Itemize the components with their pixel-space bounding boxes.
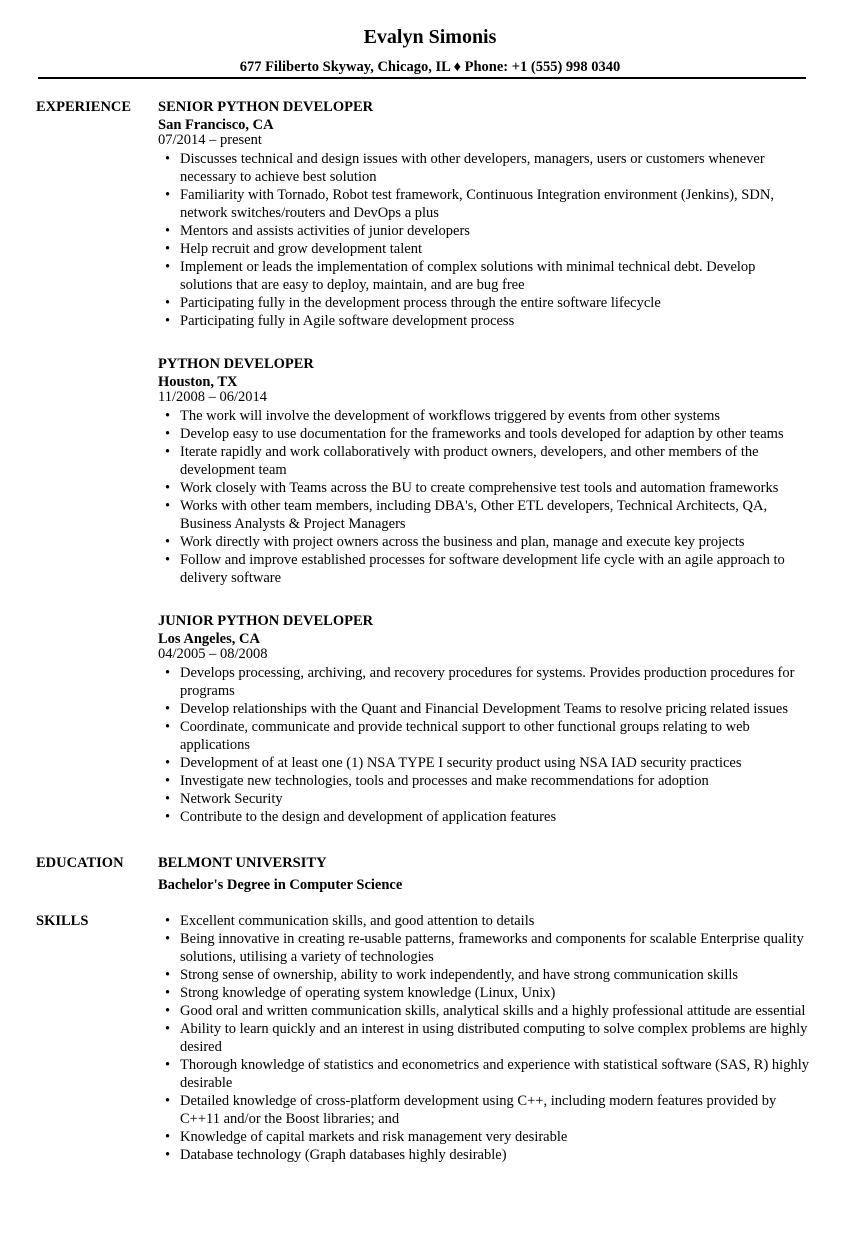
section-label: EDUCATION	[36, 855, 124, 871]
job-bullets	[158, 150, 810, 330]
bullet-item: • Network Security	[180, 790, 810, 808]
skill-item: • Knowledge of capital markets and risk management very desirable	[180, 1128, 810, 1146]
bullet-item: • Develop relationships with the Quant and Financial Development Teams to resolve pricing related issues	[180, 700, 810, 718]
job-location: Houston, TX	[158, 374, 238, 390]
job-bullets	[158, 407, 810, 587]
skills-section	[36, 912, 816, 1164]
skill-item: • Being innovative in creating re-usable patterns, frameworks and components for scalable Enterprise quality solutions, utilising a variety of technologies	[180, 930, 810, 966]
bullet-item: • Work directly with project owners across the business and plan, manage and execute key projects	[180, 533, 810, 551]
skill-item: • Database technology (Graph databases highly desirable)	[180, 1146, 810, 1164]
job-entry	[158, 98, 810, 330]
skill-item: • Ability to learn quickly and an interest in using distributed computing to solve complex problems are highly desired	[180, 1020, 810, 1056]
school-name: BELMONT UNIVERSITY	[158, 855, 327, 871]
skill-item: • Strong sense of ownership, ability to work independently, and have strong communication skills	[180, 966, 810, 984]
job-location: San Francisco, CA	[158, 117, 274, 133]
job-title: PYTHON DEVELOPER	[158, 356, 314, 372]
skill-item: • Detailed knowledge of cross-platform development using C++, including modern features provided by C++11 and/or the Boost libraries; and	[180, 1092, 810, 1128]
section-label: EXPERIENCE	[36, 99, 132, 115]
job-location: Los Angeles, CA	[158, 631, 260, 647]
job-entry	[158, 355, 810, 587]
section-label: SKILLS	[36, 913, 89, 929]
bullet-item: • Participating fully in the development process through the entire software lifecycle	[180, 294, 810, 312]
skills-list	[158, 912, 810, 1164]
header-divider	[38, 77, 806, 79]
job-bullets	[158, 664, 810, 826]
bullet-item: • Familiarity with Tornado, Robot test framework, Continuous Integration environment (Jenkins), SDN, network switches/routers and DevOps a plus	[180, 186, 810, 222]
education-section	[36, 854, 816, 894]
job-title: SENIOR PYTHON DEVELOPER	[158, 99, 374, 115]
degree: Bachelor's Degree in Computer Science	[158, 877, 403, 893]
jobs-list	[158, 98, 810, 836]
bullet-item: • Develops processing, archiving, and recovery procedures for systems. Provides production procedures for programs	[180, 664, 810, 700]
bullet-item: • Works with other team members, including DBA's, Other ETL developers, Technical Architects, QA, Business Analysts & Project Managers	[180, 497, 810, 533]
bullet-item: • Work closely with Teams across the BU to create comprehensive test tools and automation frameworks	[180, 479, 810, 497]
bullet-item: • Mentors and assists activities of junior developers	[180, 222, 810, 240]
resume-name: Evalyn Simonis	[363, 26, 497, 48]
job-dates: 07/2014 – present	[158, 132, 262, 148]
bullet-item: • Contribute to the design and development of application features	[180, 808, 810, 826]
bullet-item: • Investigate new technologies, tools and processes and make recommendations for adoption	[180, 772, 810, 790]
job-dates: 11/2008 – 06/2014	[158, 389, 268, 405]
bullet-item: • Implement or leads the implementation of complex solutions with minimal technical debt. Develop solutions that are easy to deploy, maintain, and are bug free	[180, 258, 810, 294]
bullet-item: • Participating fully in Agile software development process	[180, 312, 810, 330]
bullet-item: • Iterate rapidly and work collaboratively with product owners, developers, and other members of the development team	[180, 443, 810, 479]
job-title: JUNIOR PYTHON DEVELOPER	[158, 613, 374, 629]
experience-section	[36, 98, 816, 836]
skill-item: • Strong knowledge of operating system knowledge (Linux, Unix)	[180, 984, 810, 1002]
skill-item: • Thorough knowledge of statistics and econometrics and experience with statistical software (SAS, R) highly desirable	[180, 1056, 810, 1092]
bullet-item: • Follow and improve established processes for software development life cycle with an agile approach to delivery software	[180, 551, 810, 587]
skill-item: • Good oral and written communication skills, analytical skills and a highly professional attitude are essential	[180, 1002, 810, 1020]
contact-line: 677 Filiberto Skyway, Chicago, IL ♦ Phone: +1 (555) 998 0340	[239, 59, 621, 75]
bullet-item: • Coordinate, communicate and provide technical support to other functional groups relating to web applications	[180, 718, 810, 754]
resume-body	[36, 98, 816, 1182]
job-dates: 04/2005 – 08/2008	[158, 646, 268, 662]
skill-item: • Excellent communication skills, and good attention to details	[180, 912, 810, 930]
bullet-item: • Develop easy to use documentation for the frameworks and tools developed for adaption by other teams	[180, 425, 810, 443]
bullet-item: • Development of at least one (1) NSA TYPE I security product using NSA IAD security practices	[180, 754, 810, 772]
job-entry	[158, 612, 810, 826]
bullet-item: • The work will involve the development of workflows triggered by events from other systems	[180, 407, 810, 425]
bullet-item: • Discusses technical and design issues with other developers, managers, users or customers whenever necessary to achieve best solution	[180, 150, 810, 186]
bullet-item: • Help recruit and grow development talent	[180, 240, 810, 258]
